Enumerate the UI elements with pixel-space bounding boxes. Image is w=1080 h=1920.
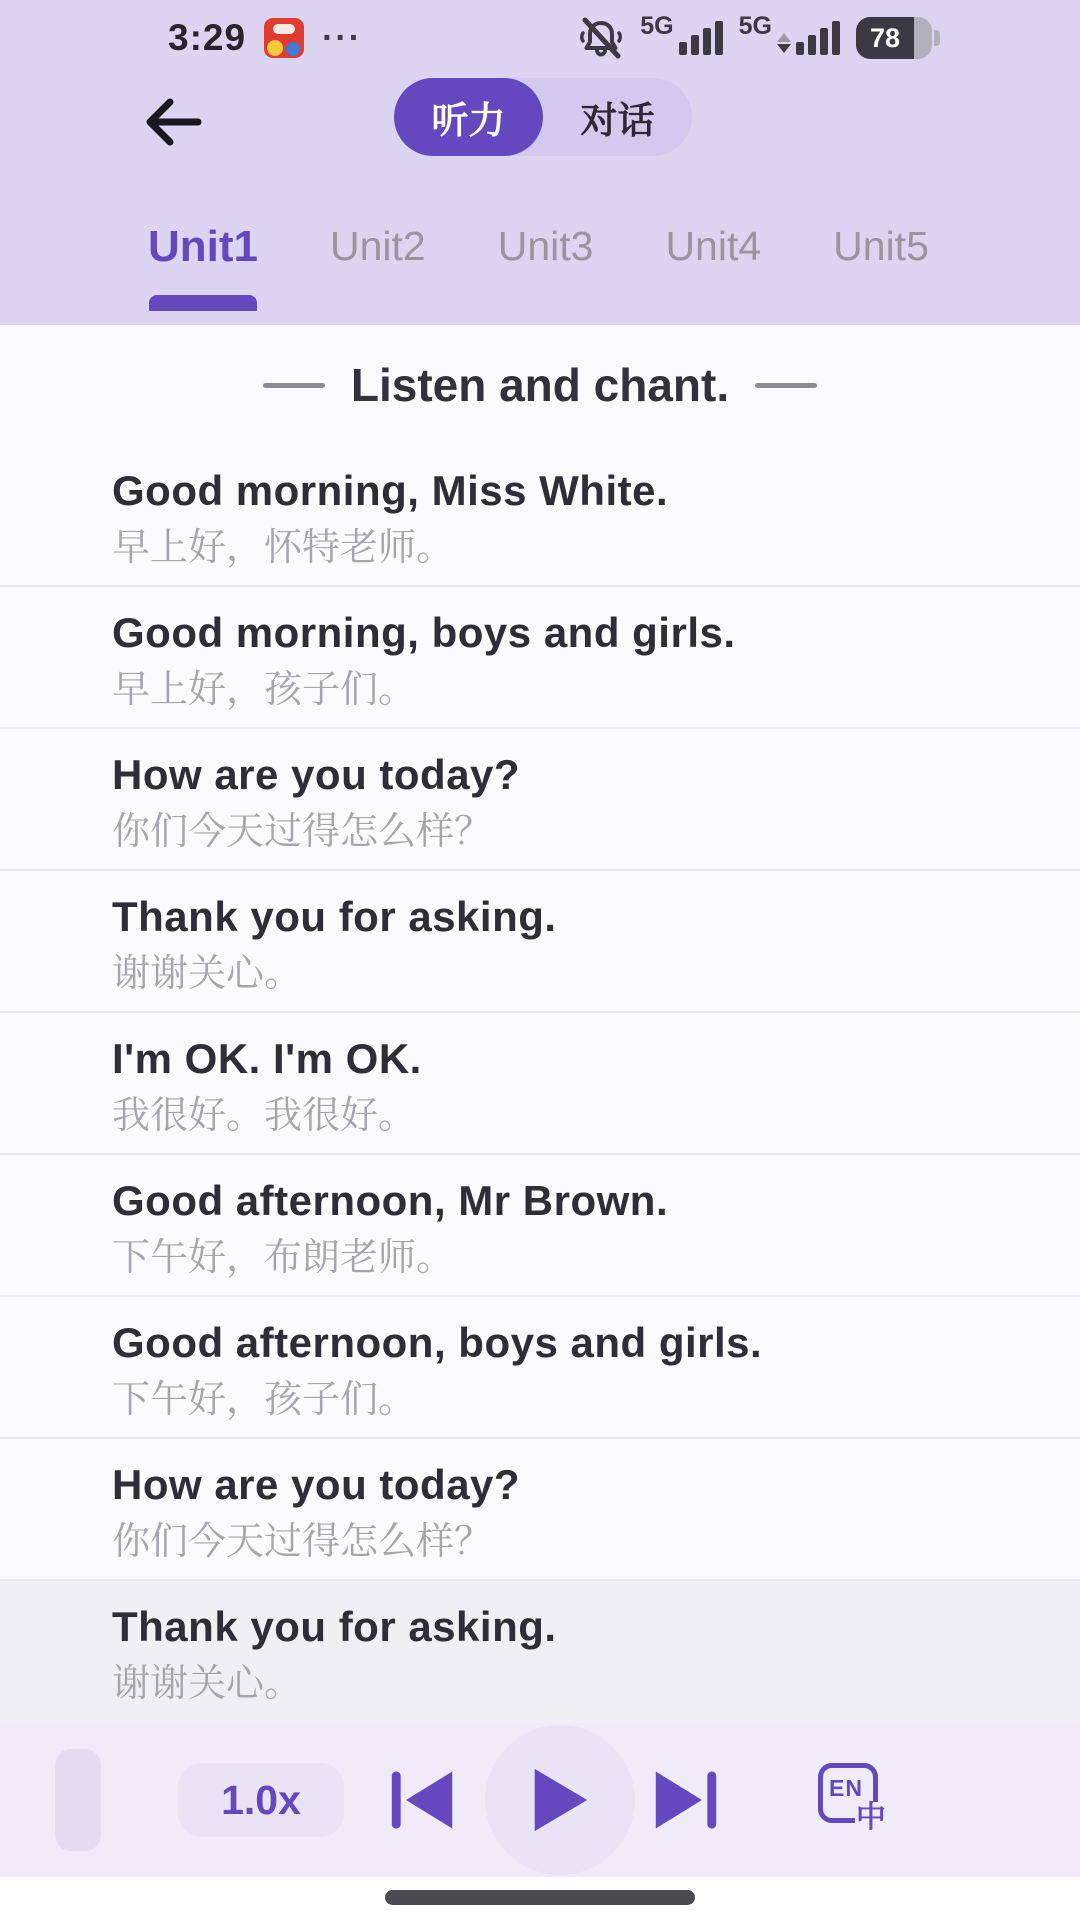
sentence-english: Thank you for asking. <box>112 893 557 940</box>
list-item[interactable] <box>0 1155 1080 1297</box>
previous-track-button[interactable] <box>390 1769 454 1834</box>
tab-label: Unit1 <box>148 221 258 271</box>
list-item[interactable] <box>0 871 1080 1013</box>
sentence-chinese: 早上好，怀特老师。 <box>112 527 455 569</box>
language-toggle-button[interactable] <box>818 1763 886 1834</box>
back-arrow-icon <box>142 96 206 148</box>
status-right <box>578 12 940 59</box>
unit-tabs <box>0 182 1080 325</box>
active-tab-underline <box>149 295 257 311</box>
sentence-english: Good morning, Miss White. <box>112 467 669 514</box>
signal-sim2-icon <box>738 12 840 55</box>
playback-speed-button[interactable]: 1.0x <box>178 1763 344 1837</box>
tab-label: Unit4 <box>665 223 762 269</box>
network1-label: 5G <box>640 12 674 40</box>
play-icon <box>528 1765 592 1835</box>
status-left <box>168 17 362 59</box>
data-arrows-icon <box>777 33 791 53</box>
signal-sim1-icon <box>640 12 722 55</box>
translate-icon-zh: 中 <box>856 1801 886 1834</box>
title-dash-left <box>263 383 325 388</box>
battery-percent: 78 <box>856 17 914 59</box>
network2-label: 5G <box>738 12 772 40</box>
player-bar <box>0 1723 1080 1877</box>
tab-unit3[interactable] <box>498 182 594 311</box>
more-notifications-icon: ··· <box>322 19 363 57</box>
title-dash-right <box>755 383 817 388</box>
tab-unit1[interactable] <box>148 182 258 311</box>
sentence-chinese: 谢谢关心。 <box>112 953 303 995</box>
back-button[interactable] <box>142 96 206 148</box>
status-bar <box>0 0 1080 62</box>
list-item[interactable] <box>0 729 1080 871</box>
sentence-chinese: 早上好，孩子们。 <box>112 669 417 711</box>
list-item[interactable] <box>0 1439 1080 1581</box>
sentence-list[interactable] <box>0 445 1080 1730</box>
list-item[interactable] <box>0 1297 1080 1439</box>
mode-toggle <box>394 78 692 156</box>
sentence-english: Thank you for asking. <box>112 1603 557 1650</box>
list-item[interactable] <box>0 1013 1080 1155</box>
sentence-chinese: 你们今天过得怎么样？ <box>112 811 493 853</box>
section-title <box>0 325 1080 445</box>
sentence-english: I'm OK. I'm OK. <box>112 1035 422 1082</box>
status-time: 3:29 <box>168 17 247 58</box>
list-item[interactable] <box>0 445 1080 587</box>
home-strip <box>0 1877 1080 1920</box>
sentence-english: Good afternoon, Mr Brown. <box>112 1177 669 1224</box>
translate-icon-en: EN <box>829 1775 863 1801</box>
sentence-chinese: 下午好，布朗老师。 <box>112 1237 455 1279</box>
play-button[interactable] <box>528 1765 592 1838</box>
tab-unit2[interactable] <box>330 182 426 311</box>
tab-unit5[interactable] <box>833 182 929 311</box>
header <box>0 0 1080 325</box>
next-track-button[interactable] <box>654 1769 718 1834</box>
next-icon <box>654 1769 718 1831</box>
battery-indicator <box>856 17 940 59</box>
toggle-listening[interactable]: 听力 <box>394 78 543 156</box>
sentence-english: Good afternoon, boys and girls. <box>112 1319 763 1366</box>
sentence-english: Good morning, boys and girls. <box>112 609 736 656</box>
list-item[interactable] <box>0 587 1080 729</box>
nav-row <box>0 62 1080 182</box>
tab-label: Unit3 <box>497 223 594 269</box>
previous-icon <box>390 1769 454 1831</box>
lesson-content <box>0 325 1080 1723</box>
sentence-chinese: 谢谢关心。 <box>112 1663 303 1705</box>
sentence-english: How are you today? <box>112 1461 521 1508</box>
toggle-dialogue[interactable]: 对话 <box>543 78 692 156</box>
sentence-chinese: 下午好，孩子们。 <box>112 1379 417 1421</box>
section-title-text: Listen and chant. <box>350 359 730 411</box>
home-indicator[interactable] <box>385 1890 695 1905</box>
tab-unit4[interactable] <box>665 182 761 311</box>
sentence-chinese: 我很好。我很好。 <box>112 1095 417 1137</box>
edge-decoration <box>55 1749 101 1851</box>
sentence-english: How are you today? <box>112 751 521 798</box>
list-item-current[interactable] <box>0 1581 1080 1730</box>
sentence-chinese: 你们今天过得怎么样？ <box>112 1521 493 1563</box>
tab-label: Unit2 <box>330 223 426 269</box>
notification-app-icon <box>264 18 304 58</box>
tab-label: Unit5 <box>833 223 929 269</box>
mute-bell-icon <box>578 17 624 59</box>
